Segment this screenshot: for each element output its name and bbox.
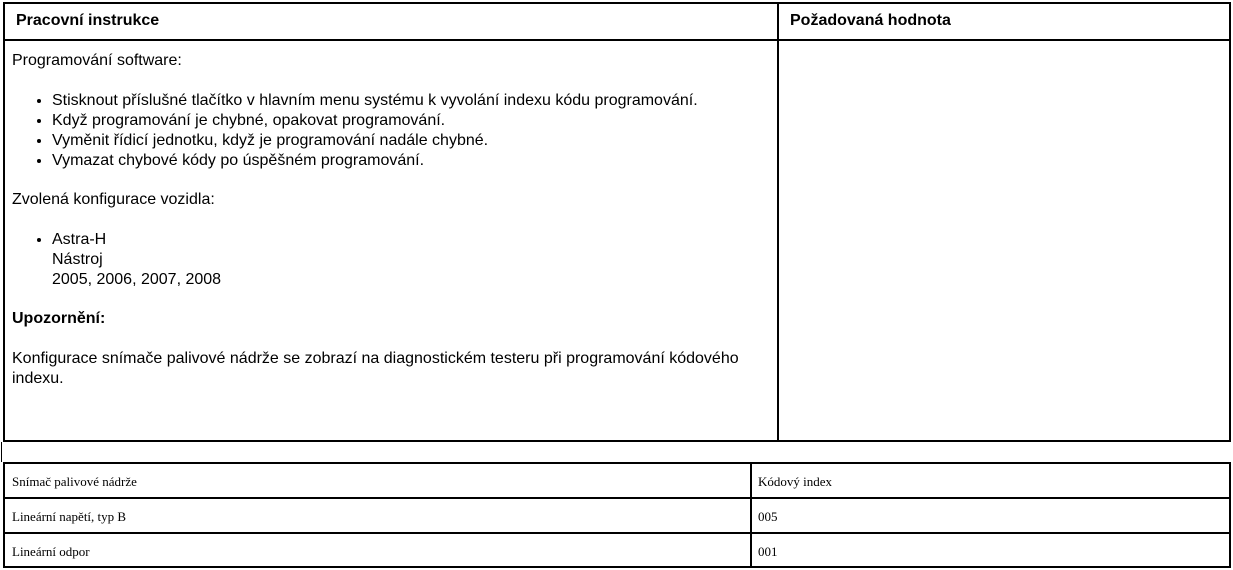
code-cell: 001: [758, 544, 778, 559]
sensor-cell: Lineární napětí, typ B: [12, 509, 127, 524]
config-label: Zvolená konfigurace vozidla:: [12, 191, 215, 208]
header-work-instructions: Pracovní instrukce: [16, 12, 160, 29]
header-divider: [5, 39, 1229, 41]
table-row: [5, 534, 1229, 568]
config-model: Astra-H: [52, 231, 107, 248]
table-header-row: [5, 464, 1229, 498]
step-item: • Když programování je chybné, opakovat programování.: [52, 111, 762, 131]
code-cell: 005: [758, 509, 778, 524]
sensor-cell: Lineární odpor: [12, 544, 90, 559]
code-index-table: [3, 462, 1231, 568]
instructions-content: [12, 48, 762, 389]
header-required-value: Požadovaná hodnota: [790, 12, 951, 29]
intro-text: Programování software:: [12, 52, 182, 69]
config-tool: Nástroj: [52, 251, 103, 268]
config-item: [52, 230, 762, 290]
step-item: • Vymazat chybové kódy po úspěšném programování.: [52, 151, 762, 171]
header-sensor: Snímač palivové nádrže: [12, 474, 137, 489]
config-list: [12, 230, 762, 290]
instructions-table: [3, 2, 1231, 442]
table-row: [5, 499, 1229, 533]
column-divider: [777, 4, 779, 440]
header-code-index: Kódový index: [758, 474, 833, 489]
step-item: • Stisknout příslušné tlačítko v hlavním menu systému k vyvolání indexu kódu programování.: [52, 91, 762, 111]
warning-title: Upozornění:: [12, 310, 106, 327]
steps-list: [12, 91, 762, 171]
step-item: • Vyměnit řídicí jednotku, když je programování nadále chybné.: [52, 131, 762, 151]
separator-line: [1, 442, 2, 462]
config-years: 2005, 2006, 2007, 2008: [52, 271, 222, 288]
warning-text: Konfigurace snímače palivové nádrže se zobrazí na diagnostickém testeru při programování kódového indexu.: [12, 350, 739, 387]
